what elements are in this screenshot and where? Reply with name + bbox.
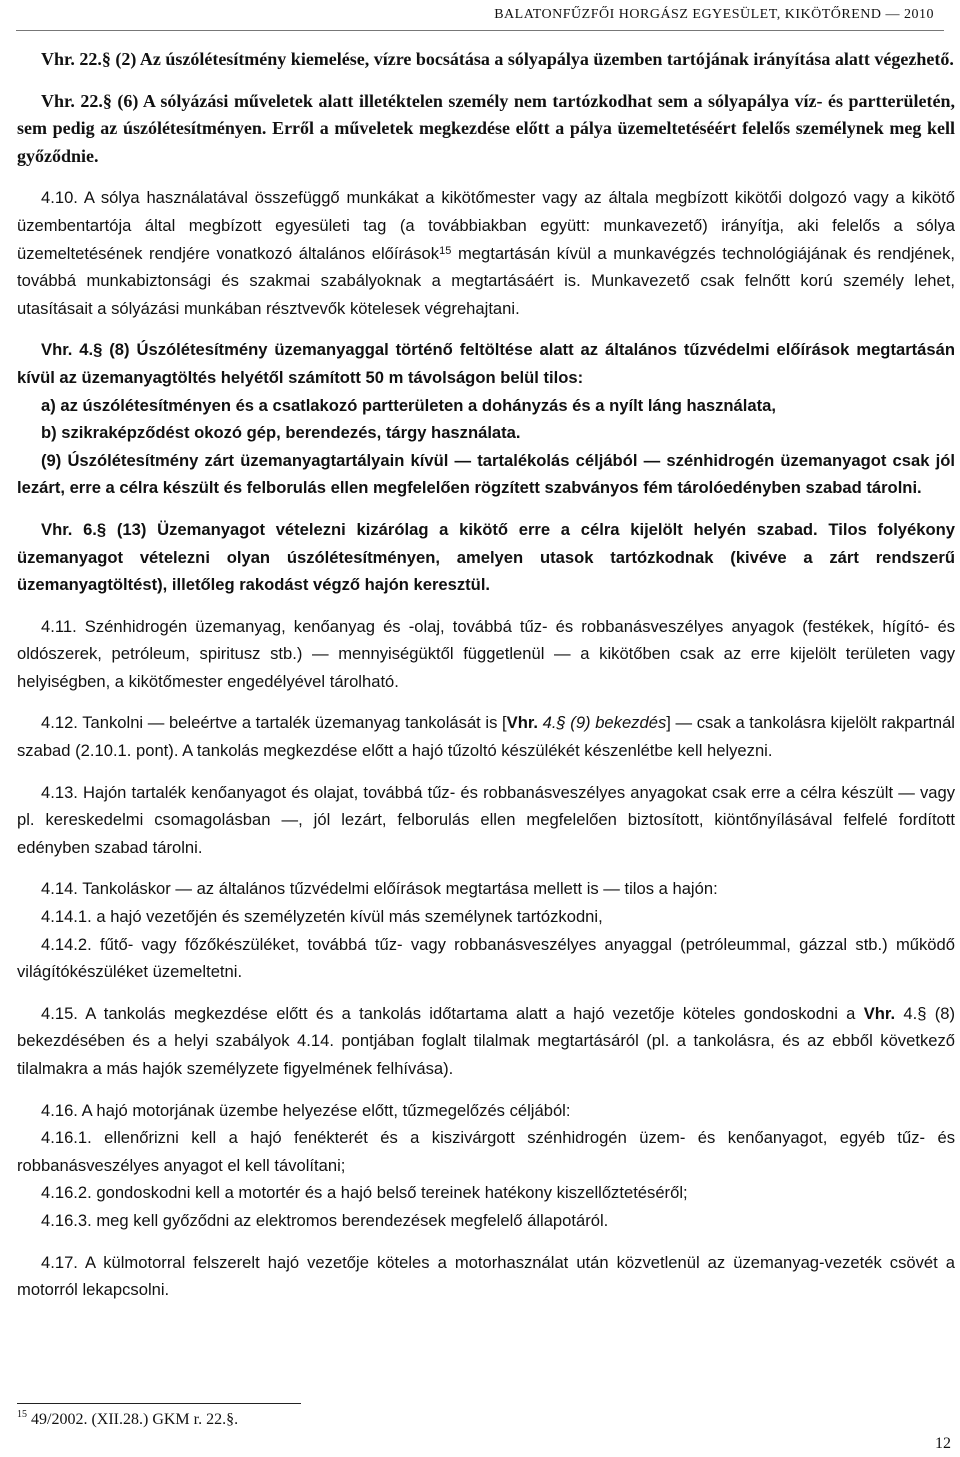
paragraph-4-10 xyxy=(17,184,955,322)
list-item-b: b) szikraképződést okozó gép, berendezés, tárgy használata. xyxy=(41,423,521,443)
paragraph-text: ] — csak a tankolásra kijelölt rakpartnál szabad (2.10.1. pont). A tankolás megkezdése előtt a hajó tűzoltó készülékét készenlétbe kell helyezni. xyxy=(17,713,955,761)
paragraph-4-16-2: 4.16.2. gondoskodni kell a motortér és a hajó belső tereinek hatékony kiszellőztetéséről; xyxy=(41,1183,688,1203)
paragraph-vhr-4-9: (9) Úszólétesítmény zárt üzemanyagtartályain kívül — tartalékolás céljából — szénhidrogén üzemanyagot csak jól lezárt, erre a célra készült és felborulás ellen megfelelően rögzített szabványos fém tárolóedényben szabad tárolni. xyxy=(17,450,955,498)
paragraph-text: 4.15. A tankolás megkezdése előtt és a tankolás időtartama alatt a hajó vezetője köteles gondoskodni a xyxy=(41,1003,864,1023)
paragraph-4-16-1: 4.16.1. ellenőrizni kell a hajó fenékterét és a kiszivárgott szénhidrogén üzem- és kenőanyagot, egyéb tűz- és robbanásveszélyes anyagot el kell távolítani; xyxy=(17,1128,955,1175)
running-header: BALATONFŰZFŐI HORGÁSZ EGYESÜLET, KIKÖTŐREND — 2010 xyxy=(494,7,934,22)
paragraph-4-14-2: 4.14.2. fűtő- vagy főzőkészüléket, továbbá tűz- vagy robbanásveszélyes anyaggal (petróleummal, gázzal stb.) működő világítókészüléket üzemeltetni. xyxy=(17,934,955,982)
paragraph-4-13: 4.13. Hajón tartalék kenőanyagot és olajat, továbbá tűz- és robbanásveszélyes anyagokat csak erre a célra készült — vagy pl. kereskedelmi csomagolásban —, jól lezárt, felborulás ellen megfelelően biztosított, kiöntőnyílásával felfelé fordított edényben szabad tárolni. xyxy=(17,782,955,857)
paragraph-vhr-22-2: Vhr. 22.§ (2) Az úszólétesítmény kiemelése, vízre bocsátása a sólyapálya üzemben tartójának irányítása alatt végezhető. xyxy=(41,49,954,69)
page-number: 12 xyxy=(935,1435,951,1452)
footnote-rule xyxy=(17,1403,301,1404)
paragraph-text: 4.12. Tankolni — beleértve a tartalék üzemanyag tankolását is [ xyxy=(41,713,507,733)
paragraph-4-16-3: 4.16.3. meg kell győződni az elektromos berendezések megfelelő állapotáról. xyxy=(41,1210,609,1230)
header-rule xyxy=(16,30,944,31)
footnote-ref[interactable]: 15 xyxy=(439,244,452,257)
paragraph-vhr-4-8: Vhr. 4.§ (8) Úszólétesítmény üzemanyaggal történő feltöltése alatt az általános tűzvédelmi előírások megtartásán kívül az üzemanyagtöltés helyétől számított 50 m távolságon belül tilos: xyxy=(17,340,955,387)
footnote-number: 15 xyxy=(17,1409,27,1420)
paragraph-4-12 xyxy=(17,709,955,764)
law-reference-detail: 4.§ (9) bekezdés xyxy=(542,713,667,733)
paragraph-text: megtartásán kívül a munkavégzés technológiájának és rendjének, továbbá munkabiztonsági és szakmai szabályoknak a megtartásáért is. Munkavezető csak felnőtt korú személy lehet, utasításait a sólyázási munkában résztvevők kötelesek végrehajtani. xyxy=(17,243,955,318)
paragraph-4-14: 4.14. Tankoláskor — az általános tűzvédelmi előírások megtartása mellett is — tilos a hajón: xyxy=(41,879,718,899)
section-number: 4.10. xyxy=(41,188,78,208)
paragraph-4-15 xyxy=(17,1000,955,1083)
footnote-text: 49/2002. (XII.28.) GKM r. 22.§. xyxy=(31,1411,239,1428)
body-text xyxy=(17,46,955,1304)
paragraph-text: A sólya használatával összefüggő munkákat a kikötőmester vagy az általa megbízott kikötői dolgozó vagy a kikötő üzembentartója által megbízott egyesületi tag (a továbbiakban együtt: munkavezető) irányítja, aki felelős a sólya üzemeltetésének rendjére vonatkozó általános előírások xyxy=(17,188,955,263)
paragraph-4-17: 4.17. A külmotorral felszerelt hajó vezetője köteles a motorhasználat után közvetlenül az üzemanyag-vezeték csövét a motorról lekapcsolni. xyxy=(17,1252,955,1300)
paragraph-4-16: 4.16. A hajó motorjának üzembe helyezése előtt, tűzmegelőzés céljából: xyxy=(41,1100,571,1120)
footnote xyxy=(17,1411,238,1429)
paragraph-vhr-22-6: Vhr. 22.§ (6) A sólyázási műveletek alatt illetéktelen személy nem tartózkodhat sem a sólyapálya víz- és partterületén, sem pedig az úszólétesítményen. Erről a műveletek megkezdése előtt a pálya üzemeltetéséért felelős személynek meg kell győződnie. xyxy=(17,90,955,166)
paragraph-4-11: 4.11. Szénhidrogén üzemanyag, kenőanyag és -olaj, továbbá tűz- és robbanásveszélyes anyagok (festékek, hígító- és oldószerek, petróleum, spiritusz stb.) — mennyiségüktől függetlenül — a kikötőben csak az erre kijelölt területen vagy helyiségben, a kikötőmester engedélyével tárolható. xyxy=(17,616,955,691)
law-reference: Vhr. xyxy=(506,713,543,733)
paragraph-vhr-6-13: Vhr. 6.§ (13) Üzemanyagot vételezni kizárólag a kikötő erre a célra kijelölt helyén szabad. Tilos folyékony üzemanyagot vételezni olyan úszólétesítményen, amelyen utasok tartózkodnak (kivéve a zárt rendszerű üzemanyagtöltést), illetőleg rakodást végző hajón keresztül. xyxy=(17,519,955,595)
paragraph-4-14-1: 4.14.1. a hajó vezetőjén és személyzetén kívül más személynek tartózkodni, xyxy=(41,907,603,927)
law-reference: Vhr. xyxy=(863,1003,896,1023)
list-item-a: a) az úszólétesítményen és a csatlakozó partterületen a dohányzás és a nyílt láng használata, xyxy=(41,395,776,415)
paragraph-text: 4.§ (8) bekezdésében és a helyi szabályok 4.14. pontjában foglalt tilalmak megtartásáról (pl. a tankolásra, és az ebből következő tilalmakra a más hajók személyzete figyelmének felhívása). xyxy=(17,1003,955,1078)
